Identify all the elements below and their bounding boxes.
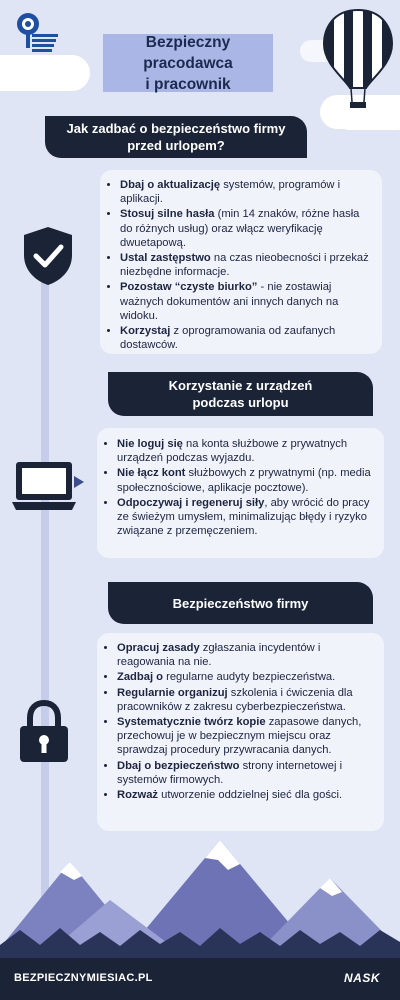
- list-item: • Stosuj silne hasła (min 14 znaków, różne hasła do różnych usług) oraz włącz weryfikację dwuetapową.: [120, 207, 374, 250]
- hot-air-balloon-icon: [322, 8, 394, 118]
- footer: [0, 958, 400, 1000]
- list-item: • Systematycznie twórz kopie zapasowe danych, przechowuj je w bezpiecznym miejscu oraz sprawdzaj procedury przywracania danych.: [117, 715, 378, 758]
- section-3-card: [97, 633, 384, 831]
- list-item: • Opracuj zasady zgłaszania incydentów i reagowania na nie.: [117, 641, 378, 669]
- list-item: • Rozważ utworzenie oddzielnej sieć dla gości.: [117, 788, 378, 802]
- section-2-card: [97, 428, 384, 558]
- list-item: • Pozostaw “czyste biurko” - nie zostawiaj ważnych dokumentów ani innych danych na widoku.: [120, 280, 374, 323]
- section-1-heading-line1: Jak zadbać o bezpieczeństwo firmy: [66, 121, 286, 136]
- section-1-list: [100, 178, 374, 352]
- padlock-icon: [18, 700, 70, 764]
- section-2-list: [97, 437, 376, 538]
- section-3-heading: [108, 582, 373, 624]
- list-item: • Nie loguj się na konta służbowe z prywatnych urządzeń podczas wyjazdu.: [117, 437, 376, 465]
- section-1-heading-line2: przed urlopem?: [127, 138, 225, 153]
- page-title: [103, 34, 273, 92]
- section-3-list: [97, 641, 378, 802]
- list-item: • Regularnie organizuj szkolenia i ćwiczenia dla pracowników z zakresu cyberbezpieczeństwa.: [117, 686, 378, 714]
- section-3-heading-line1: Bezpieczeństwo firmy: [172, 595, 309, 611]
- list-item: • Nie łącz kont służbowych z prywatnymi (np. media społecznościowe, aplikacje pocztowe).: [117, 466, 376, 494]
- cloud-top-left: [0, 55, 90, 91]
- list-item: • Dbaj o aktualizację systemów, programów i aplikacji.: [120, 178, 374, 206]
- logo-icon: [12, 10, 62, 56]
- list-item: • Dbaj o bezpieczeństwo strony internetowej i systemów firmowych.: [117, 759, 378, 787]
- footer-brand-logo: NASK: [343, 971, 380, 985]
- footer-url[interactable]: BEZPIECZNYMIESIAC.PL: [14, 972, 153, 984]
- section-1-card: [100, 170, 382, 354]
- page-title-line1: Bezpieczny pracodawca: [143, 33, 233, 72]
- page-title-line2: i pracownik: [145, 75, 231, 93]
- timeline-line: [41, 250, 49, 900]
- section-1-heading: [45, 116, 307, 158]
- cloud-balloon: [338, 108, 400, 130]
- section-2-heading-line1: Korzystanie z urządzeń: [168, 378, 313, 393]
- laptop-icon: [12, 458, 86, 514]
- list-item: • Odpoczywaj i regeneruj siły, aby wrócić do pracy ze świeżym umysłem, minimalizując błędy i ryzyko związane z przemęczeniem.: [117, 496, 376, 539]
- list-item: • Korzystaj z oprogramowania od zaufanych dostawców.: [120, 324, 374, 352]
- section-2-heading: [108, 372, 373, 416]
- section-2-heading-line2: podczas urlopu: [192, 395, 289, 410]
- list-item: • Zadbaj o regularne audyty bezpieczeństwa.: [117, 670, 378, 684]
- shield-check-icon: [22, 225, 74, 287]
- list-item: • Ustal zastępstwo na czas nieobecności i przekaż niezbędne informacje.: [120, 251, 374, 279]
- mountains-illustration: [0, 820, 400, 960]
